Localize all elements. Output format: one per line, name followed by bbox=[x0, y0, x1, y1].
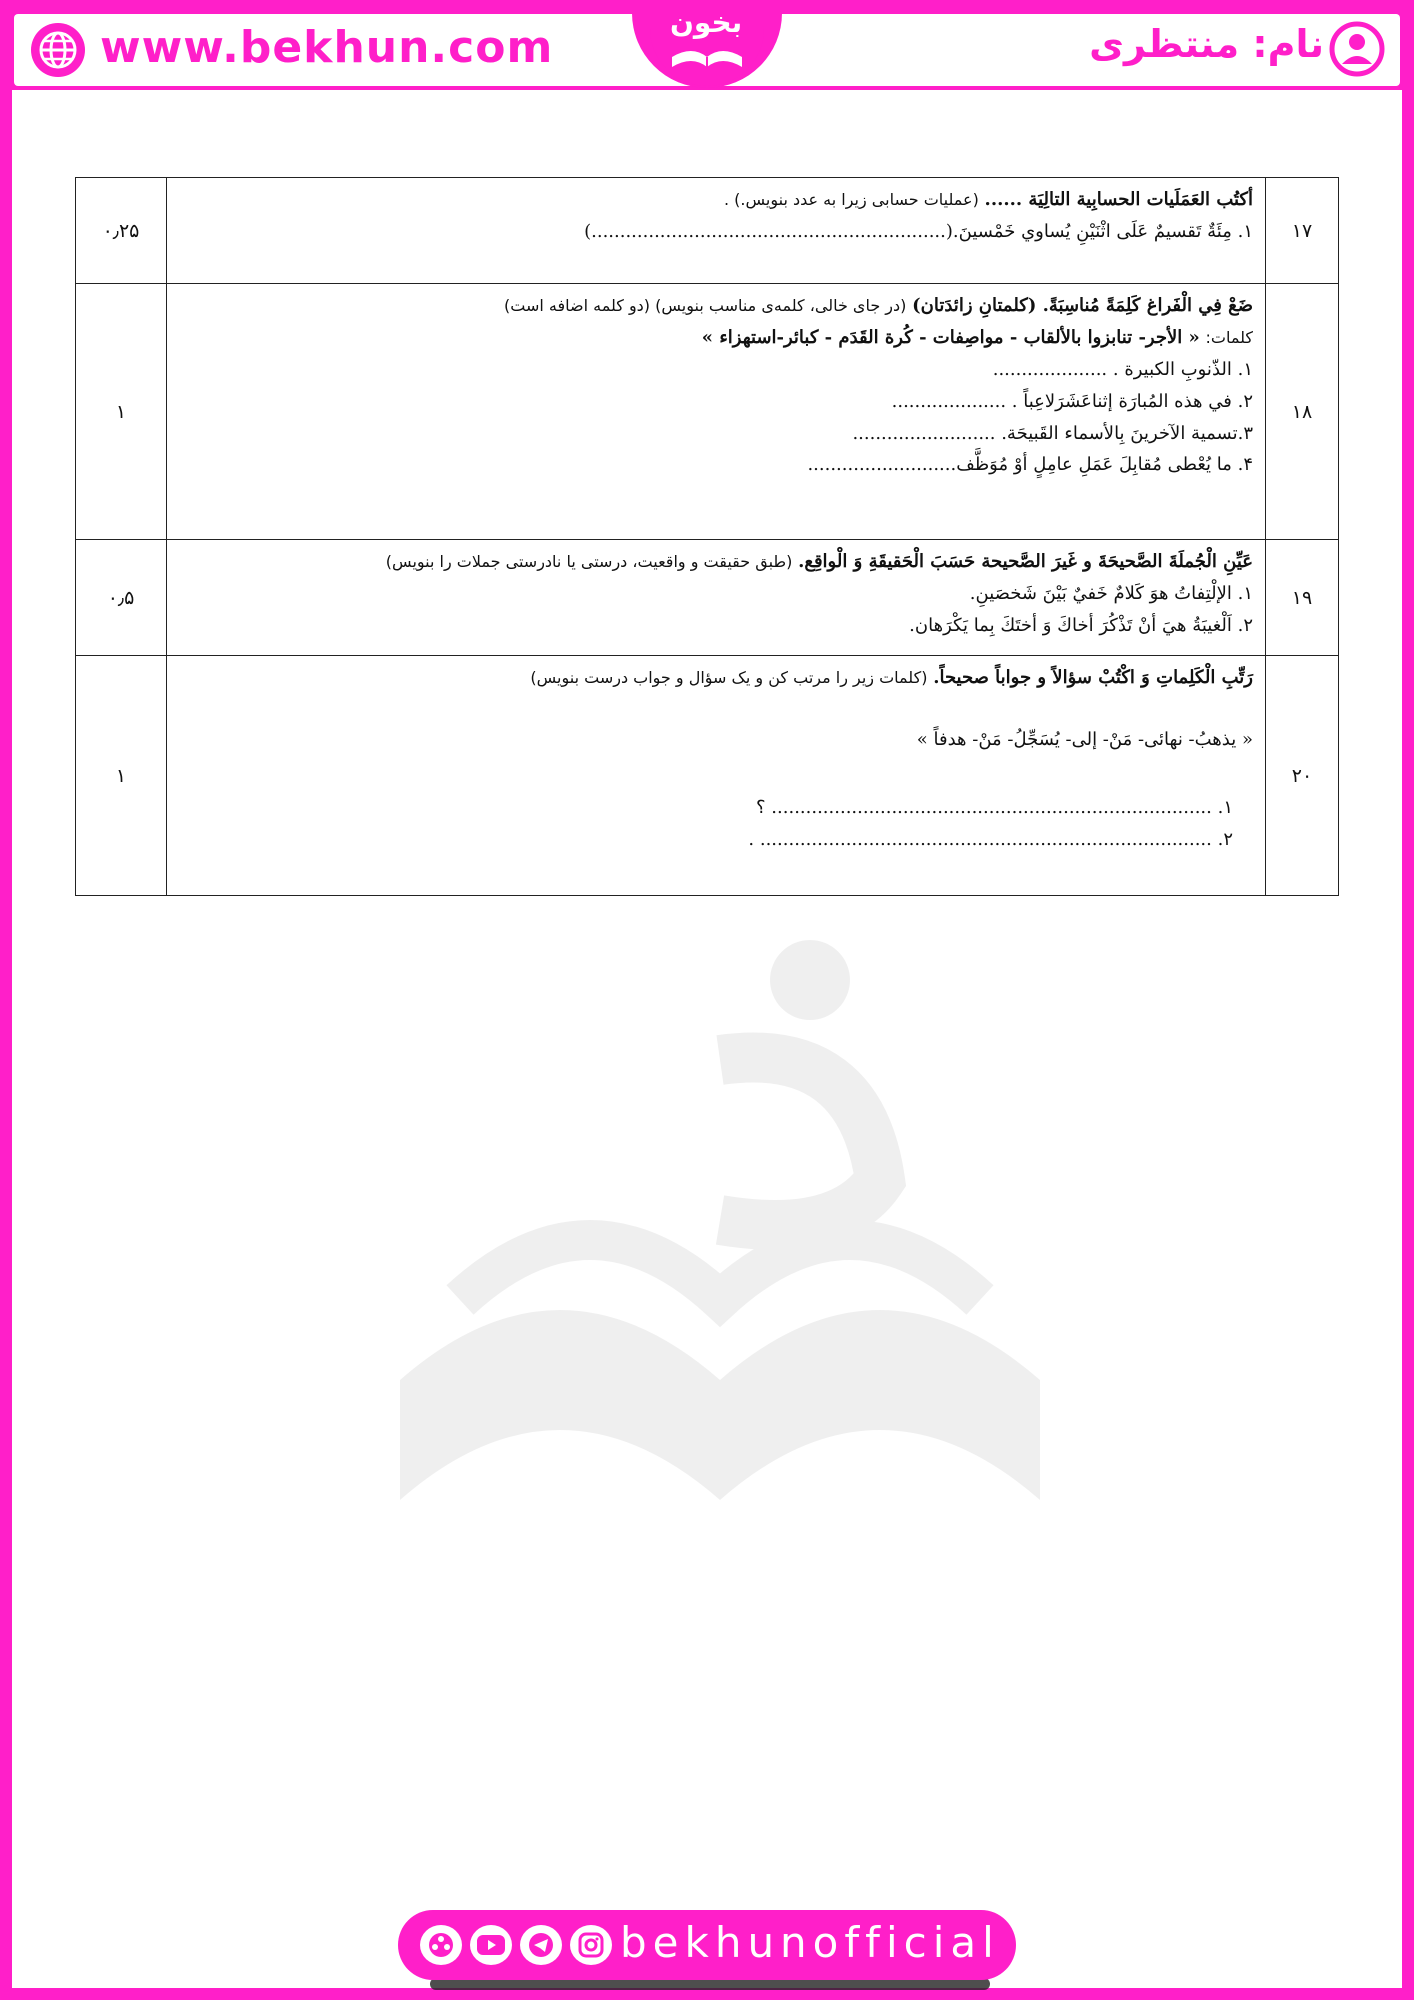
question-body bbox=[167, 540, 1266, 656]
question-number: ۱۸ bbox=[1266, 284, 1339, 540]
answer-line: ٢. ............................................................................... . bbox=[748, 828, 1233, 850]
social-icons bbox=[420, 1925, 612, 1965]
social-handle[interactable]: bekhunofficial bbox=[620, 1918, 1000, 1967]
question-number: ۲۰ bbox=[1266, 656, 1339, 896]
question-title: رَتِّبِ الْكَلِماتِ وَ اكْتُبْ سؤالاً و جواباً صحيحاً. bbox=[933, 667, 1253, 688]
question-instruction: (در جای خالی، کلمه‌ی مناسب بنویس) (دو کلمه اضافه است) bbox=[504, 296, 907, 315]
answer-line: ۴. ما يُعْطى مُقابِلَ عَمَلِ عامِلٍ أوْ مُوَظَّف.......................... bbox=[807, 454, 1253, 476]
social-footer bbox=[398, 1910, 1016, 1980]
question-title: ضَعْ فِي الْفَراغ كَلِمَةً مُناسِبَةً. (كلمتانِ زائدَتان) bbox=[912, 295, 1253, 316]
answer-line: ٢. في هذه المُبارَة إثناعَشَرَلاعِباً . .................... bbox=[891, 390, 1253, 412]
question-body bbox=[167, 284, 1266, 540]
telegram-icon[interactable] bbox=[520, 1925, 562, 1965]
question-title: أكتُب العَمَلَيات الحسابِية التالِيَة ...... bbox=[984, 189, 1253, 210]
answer-line: ١. ............................................................................. ؟ bbox=[756, 796, 1233, 818]
question-number: ۱۷ bbox=[1266, 178, 1339, 284]
answer-line: ٣.تسمية الآخرينَ بِالأسماء القَبيحَة. ......................... bbox=[852, 422, 1253, 444]
question-body bbox=[167, 178, 1266, 284]
answer-line: ١. الذّنوبِ الكبيرة . .................... bbox=[992, 358, 1253, 380]
words-label: کلمات: bbox=[1205, 327, 1253, 347]
question-row bbox=[76, 178, 1339, 284]
question-row bbox=[76, 540, 1339, 656]
word-bank: « الأجر- تنابزوا بالألقاب - مواصِفات - كُرة القَدَم - كبائر-استهزاء » bbox=[701, 326, 1200, 348]
question-row bbox=[76, 656, 1339, 896]
question-row bbox=[76, 284, 1339, 540]
question-score: ۱ bbox=[76, 656, 167, 896]
answer-line: ١. الإلْتِفاتُ هوَ كَلامٌ خَفيٌ بَيْنَ شَخصَينِ. bbox=[969, 582, 1253, 604]
question-number: ۱۹ bbox=[1266, 540, 1339, 656]
student-name-label: نام: منتظری bbox=[1089, 22, 1324, 66]
answer-line: ١. مِئَةٌ تَقسيمٌ عَلَى اثْنَيْنِ يُساوي خَمْسينَ.(..............................................................) bbox=[584, 220, 1253, 242]
instagram-icon[interactable] bbox=[570, 1925, 612, 1965]
question-instruction: (طبق حقیقت و واقعیت، درستی یا نادرستی جملات را بنویس) bbox=[385, 552, 793, 571]
question-instruction: (عملیات حسابی زیرا به عدد بنویس.) . bbox=[724, 190, 979, 209]
question-score: ۰٫۲۵ bbox=[76, 178, 167, 284]
exam-table bbox=[75, 177, 1339, 896]
question-body bbox=[167, 656, 1266, 896]
question-score: ۰٫۵ bbox=[76, 540, 167, 656]
youtube-icon[interactable] bbox=[470, 1925, 512, 1965]
word-bank: « يذهبُ- نهائى- مَنْ- إلى- يُسَجِّلُ- مَنْ- هدفاً » bbox=[916, 728, 1253, 750]
site-url-link[interactable]: www.bekhun.com bbox=[100, 22, 554, 73]
question-score: ۱ bbox=[76, 284, 167, 540]
question-title: عَيِّنِ الْجُملَةَ الصَّحيحَةَ و غَيرَ الصَّحيحة حَسَبَ الْحَقيقَةِ وَ الْواقِع. bbox=[798, 551, 1253, 572]
answer-line: ٢. اَلْغيبَةُ هيَ أنْ تَذْكُرَ أخاكَ وَ أختَكَ بِما يَكْرَهان. bbox=[909, 614, 1253, 636]
logo-text: بخون bbox=[670, 6, 743, 39]
question-instruction: (کلمات زیر را مرتب کن و یک سؤال و جواب درست بنویس) bbox=[530, 668, 928, 687]
film-reel-icon[interactable] bbox=[420, 1925, 462, 1965]
